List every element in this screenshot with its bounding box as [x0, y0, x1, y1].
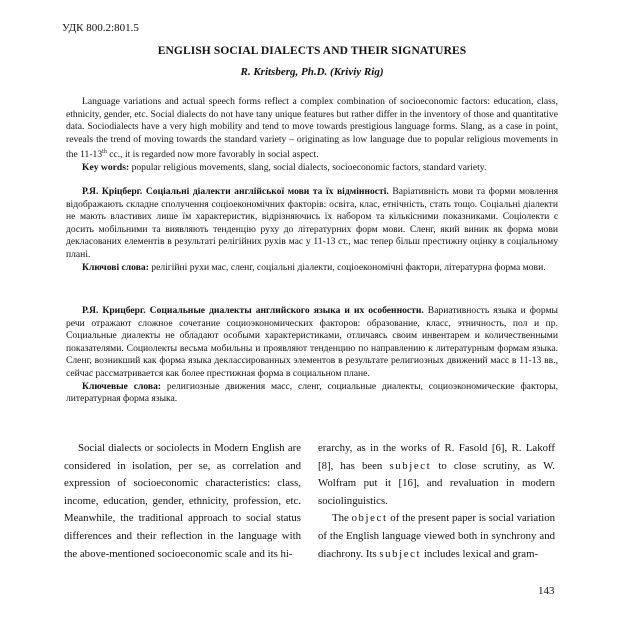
- abstract-russian: [66, 305, 558, 406]
- keywords-ukrainian-label: Ключові слова:: [82, 261, 149, 273]
- abstract-ukrainian-text: Р.Я. Кріцберг. Соціальні діалекти англійської мови та їх відмінності. Варіативність мови та форми мовлення відображають складне сполучення соціоекономічних факторів: освіта, клас, етнічність, стать тощо. Соціальні діалекти не мають властивих лише їм характеристик, відрізняючись їх набором та кількісними показниками. Соціолекти є досить мобільними та виявляють тенденцію руху до літературних форм мови. Сленг, який виник як форма мови декласованих елементів в результаті релігійних рухів мас у 11-13 ст., має тепер більш престижну оцінку в соціальному плані.: [66, 186, 559, 260]
- emphasis-subject: subject: [389, 459, 432, 472]
- abstract-russian-text: Р.Я. Крицберг. Социальные диалекты английского языка и их особенности. Вариативность языка и формы речи отражают сложное сочетание социоэкономических факторов: образование, класс, этничность, пол и пр. Социальные диалекты не обладают особыми характеристиками, отличаясь своим инвентарем и количественными показателями. Социолекты весьма мобильны и проявляют тенденцию по направлению к литературным формам языка. Сленг, возникший как форма языка деклассированных элементов в результате религиозных движений масс в 11-13 вв., сейчас рассматривается как более престижная форма в социальном плане.: [66, 305, 558, 379]
- abstract-english-text: Language variations and actual speech forms reflect a complex combination of socioeconomic factors: education, class, ethnicity, gender, etc. Social dialects do not have tany unique features but rather differ in the inventory of those and quantitative data. Sociodialects have a very high mobility and tend to move towards prestigious language forms. Slang, as a case in point, reveals the trend of moving towards the standard variety – originating as low language due to popular religious movements in the 11-13th cc., it is regarded now more favorably in social aspect.: [66, 96, 558, 161]
- abstract-english: [66, 96, 558, 175]
- abstract-ukrainian-heading: Р.Я. Кріцберг. Соціальні діалекти англійської мови та їх відмінності.: [82, 186, 389, 197]
- abstract-ukrainian: [66, 186, 558, 274]
- page-number: 143: [538, 585, 555, 597]
- udk-code: УДК 800.2:801.5: [62, 22, 139, 34]
- keywords-english-label: Key words:: [82, 162, 130, 174]
- article-title: ENGLISH SOCIAL DIALECTS AND THEIR SIGNATURES: [157, 45, 467, 57]
- keywords-ukrainian: Ключові слова: релігійні рухи мас, сленг, соціальні діалекти, соціоекономічні фактори, літературна форма мови.: [82, 261, 546, 273]
- body-paragraph: Social dialects or sociolects in Modern English are considered in isolation, per se, as correlation and expression of socioeconomic characteristics: class, income, education, gender, ethnicity, profession, etc. Meanwhile, the traditional approach to social status differences and their reflection in the language with the above-mentioned socioeconomic scale and its hi-: [64, 442, 301, 560]
- article-author: R. Kritsberg, Ph.D. (Kriviy Rig): [240, 66, 384, 78]
- emphasis-object: object: [351, 512, 388, 525]
- keywords-russian-label: Ключевые слова:: [82, 380, 162, 392]
- body-paragraph: erarchy, as in the works of R. Fasold [6], R. Lakoff [8], has been subject to close scrutiny, as W. Wolfram put it [16], and revaluation in modern sociolinguistics.: [318, 442, 555, 507]
- keywords-english: Key words: popular religious movements, slang, social dialects, socioeconomic factors, standard variety.: [82, 162, 487, 174]
- body-paragraph: The object of the present paper is social variation of the English language viewed both in synchrony and diachrony. Its subject includes lexical and gram-: [318, 512, 555, 560]
- body-column-left: [64, 440, 301, 563]
- keywords-russian: Ключевые слова: религиозные движения масс, сленг, социальные диалекты, социоэкономические факторы, литературная форма языка.: [66, 380, 558, 405]
- abstract-russian-heading: Р.Я. Крицберг. Социальные диалекты английского языка и их особенности.: [82, 305, 424, 316]
- body-column-right: [318, 440, 555, 563]
- emphasis-subject: subject: [379, 547, 422, 560]
